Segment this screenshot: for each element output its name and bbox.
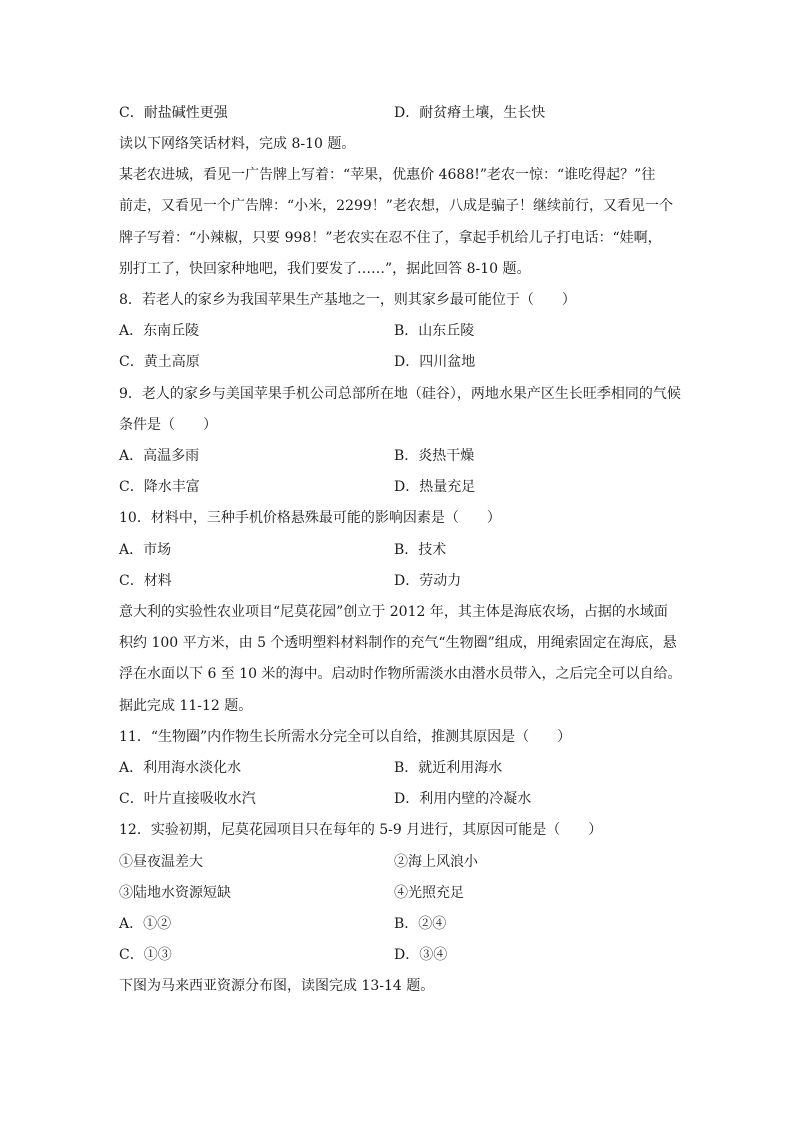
- joke-line-4: 别打工了，快回家种地吧，我们要发了……”，据此回答 8-10 题。: [119, 261, 531, 277]
- q9-stem-line-1: 9．老人的家乡与美国苹果手机公司总部所在地（硅谷），两地水果产区生长旺季相同的气候: [119, 386, 681, 402]
- q12-stem: 12．实验初期，尼莫花园项目只在每年的 5-9 月进行，其原因可能是（ ）: [119, 822, 603, 838]
- q8-option-a: A．东南丘陵: [119, 323, 200, 339]
- q10-option-a: A．市场: [119, 542, 172, 558]
- q8-stem: 8．若老人的家乡为我国苹果生产基地之一，则其家乡最可能位于（ ）: [119, 292, 576, 308]
- q11-option-b: B．就近利用海水: [394, 760, 503, 776]
- q12-item-2: ②海上风浪小: [394, 854, 478, 870]
- q8-option-c: C．黄土高原: [119, 354, 200, 370]
- q8-option-d: D．四川盆地: [394, 354, 476, 370]
- q10-option-b: B．技术: [394, 542, 447, 558]
- q10-stem: 10．材料中，三种手机价格悬殊最可能的影响因素是（ ）: [119, 510, 501, 526]
- q12-item-4: ④光照充足: [394, 885, 464, 901]
- q7-option-c: C．耐盐碱性更强: [119, 105, 228, 121]
- intro-8-10: 读以下网络笑话材料，完成 8-10 题。: [119, 136, 356, 152]
- nemo-line-3: 浮在水面以下 6 至 10 米的海中。启动时作物所需淡水由潜水员带入，之后完全可以自给。: [119, 666, 682, 682]
- q9-option-c: C．降水丰富: [119, 479, 200, 495]
- q12-option-b: B．②④: [394, 916, 447, 932]
- joke-line-1: 某老农进城，看见一广告牌上写着：“苹果，优惠价 4688!”老农一惊：“谁吃得起？”往: [119, 167, 656, 183]
- q12-option-c: C．①③: [119, 947, 172, 963]
- joke-line-3: 牌子写着：“小辣椒，只要 998！”老农实在忍不住了，拿起手机给儿子打电话：“娃啊，: [119, 230, 662, 246]
- q11-option-a: A．利用海水淡化水: [119, 760, 242, 776]
- q12-option-a: A．①②: [119, 916, 172, 932]
- q11-stem: 11．“生物圈”内作物生长所需水分完全可以自给，推测其原因是（ ）: [119, 729, 572, 745]
- q7-option-d: D．耐贫瘠土壤，生长快: [394, 105, 546, 121]
- q9-stem-line-2: 条件是（ ）: [119, 417, 217, 433]
- q12-item-1: ①昼夜温差大: [119, 854, 203, 870]
- nemo-line-2: 积约 100 平方米，由 5 个透明塑料材料制作的充气“生物圈”组成，用绳索固定在海底，悬: [119, 635, 677, 651]
- q12-option-d: D．③④: [394, 947, 448, 963]
- q9-option-d: D．热量充足: [394, 479, 476, 495]
- intro-13-14: 下图为马来西亚资源分布图，读图完成 13-14 题。: [119, 978, 435, 994]
- q11-option-c: C．叶片直接吸收水汽: [119, 791, 256, 807]
- q11-option-d: D．利用内壁的冷凝水: [394, 791, 532, 807]
- nemo-line-4: 据此完成 11-12 题。: [119, 698, 253, 714]
- q9-option-a: A．高温多雨: [119, 448, 200, 464]
- joke-line-2: 前走，又看见一个广告牌：“小米，2299！”老农想，八成是骗子！继续前行，又看见一个: [119, 198, 673, 214]
- nemo-line-1: 意大利的实验性农业项目“尼莫花园”创立于 2012 年，其主体是海底农场，占据的水域面: [119, 604, 668, 620]
- q10-option-d: D．劳动力: [394, 573, 462, 589]
- q10-option-c: C．材料: [119, 573, 172, 589]
- q9-option-b: B．炎热干燥: [394, 448, 475, 464]
- q8-option-b: B．山东丘陵: [394, 323, 475, 339]
- q12-item-3: ③陆地水资源短缺: [119, 885, 231, 901]
